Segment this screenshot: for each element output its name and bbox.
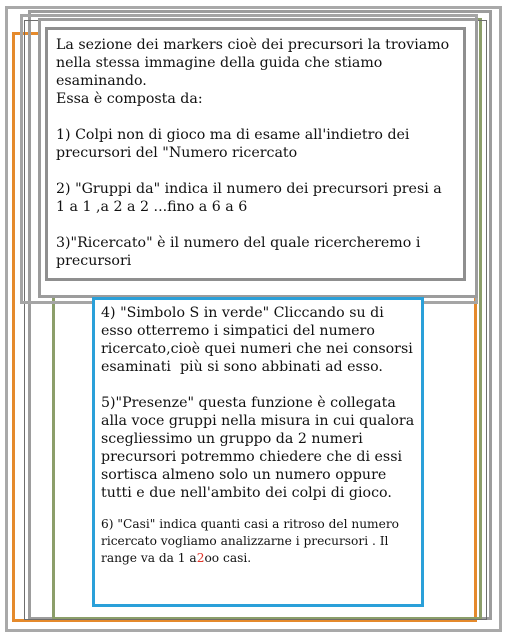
top-text-box	[45, 27, 466, 281]
spacer	[101, 502, 415, 516]
item-5: 5)"Presenze" questa funzione è collegata alla voce gruppi nella misura in cui qualora scegliessimo un gruppo da 2 numeri precursori potremmo chiedere che di essi sortisca almeno solo un numero oppure tutti e due nell'ambito dei colpi di gioco.	[101, 395, 419, 501]
item-6-end: oo casi.	[204, 551, 252, 565]
spacer	[56, 216, 455, 234]
item-1: 1) Colpi non di gioco ma di esame all'indietro dei precursori del "Numero ricercato	[56, 127, 414, 161]
item-2: 2) "Gruppi da" indica il numero dei precursori presi a 1 a 1 ,a 2 a 2 ...fino a 6 a 6	[56, 181, 447, 215]
item-3: 3)"Ricercato" è il numero del quale ricercheremo i precursori	[56, 235, 425, 269]
bottom-text-box	[92, 297, 424, 607]
item-4: 4) "Simbolo S in verde" Cliccando su di esso otterremo i simpatici del numero ricercato,cioè quei numeri che nei consorsi esaminati più si sono abbinati ad esso.	[101, 305, 418, 375]
item-6-text: 6) "Casi" indica quanti casi a ritroso del numero ricercato vogliamo analizzarne i precursori . Il range va da 1 a	[101, 517, 399, 565]
item-6	[101, 516, 415, 567]
spacer	[56, 108, 455, 126]
item-6-accent: 2	[196, 551, 205, 565]
intro-text: La sezione dei markers cioè dei precursori la troviamo nella stessa immagine della guida che stiamo esaminando.	[56, 37, 454, 89]
composition-text: Essa è composta da:	[56, 91, 203, 107]
spacer	[56, 162, 455, 180]
spacer	[101, 376, 415, 394]
